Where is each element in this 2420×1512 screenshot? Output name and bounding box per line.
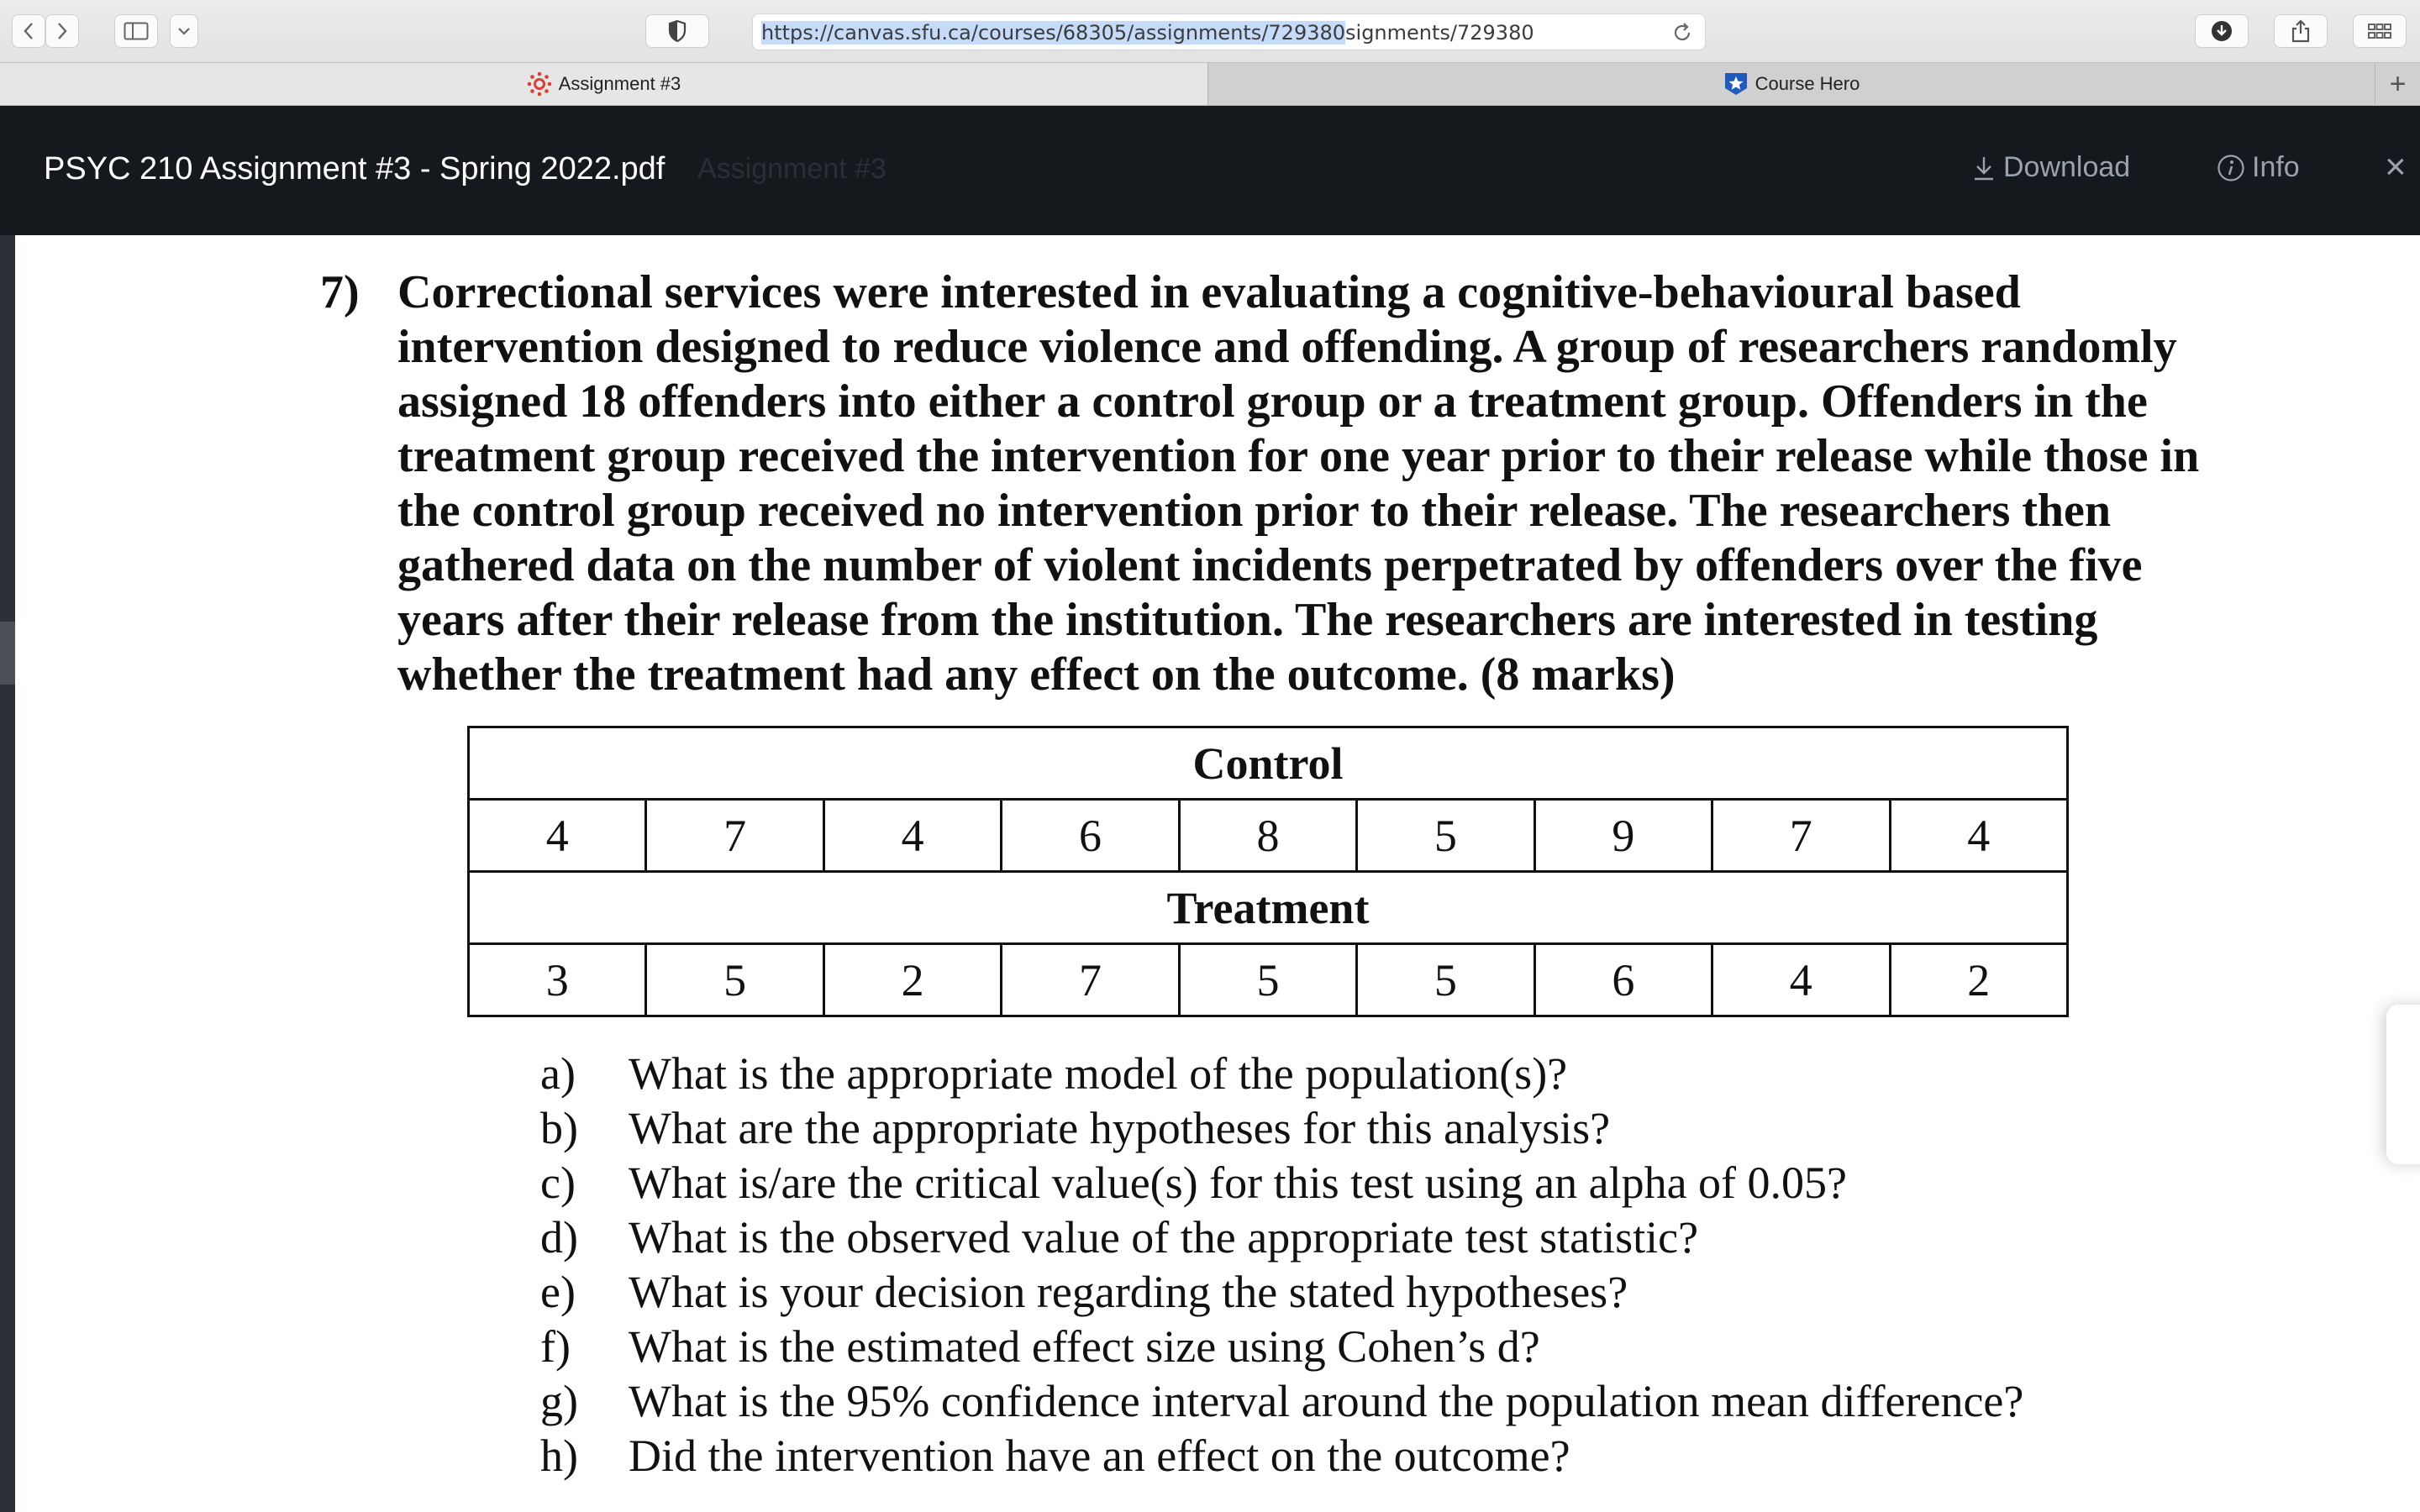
- table-cell: 4: [469, 800, 646, 872]
- table-cell: 4: [823, 800, 1001, 872]
- download-label: Download: [2003, 151, 2131, 183]
- sub-question-text: What are the appropriate hypotheses for this analysis?: [629, 1103, 1611, 1153]
- tab-label: Assignment #3: [558, 73, 681, 94]
- sub-question-letter: e): [540, 1267, 576, 1317]
- floating-side-widget[interactable]: [2386, 1005, 2420, 1164]
- info-label: Info: [2252, 151, 2300, 183]
- reload-icon[interactable]: [1671, 22, 1693, 44]
- data-table: [467, 726, 2069, 1017]
- sub-question-text: Did the intervention have an effect on the outcome?: [629, 1431, 1570, 1481]
- tab-assignment[interactable]: [0, 63, 1208, 105]
- table-cell: 7: [646, 800, 823, 872]
- sidebar-icon: [124, 22, 149, 40]
- sub-question-letter: b): [540, 1103, 578, 1153]
- sidebar-menu-button[interactable]: [170, 14, 198, 48]
- downloads-button[interactable]: [2195, 14, 2249, 48]
- sub-question-letter: a): [540, 1048, 576, 1099]
- url-tail-text: signments/729380: [1345, 21, 1534, 45]
- background-page-title: Assignment #3: [697, 153, 886, 185]
- sub-question: [540, 1374, 2305, 1429]
- tab-bar: [0, 62, 2420, 106]
- table-cell: 6: [1002, 800, 1179, 872]
- chevron-right-icon: [55, 21, 69, 41]
- table-cell: 9: [1534, 800, 1712, 872]
- close-button[interactable]: [2385, 146, 2407, 188]
- table-row: [469, 944, 2068, 1016]
- tab-course-hero[interactable]: [1208, 63, 2375, 105]
- info-icon: [2217, 154, 2245, 182]
- sub-question-text: What is the observed value of the appropriate test statistic?: [629, 1212, 1699, 1263]
- table-cell: 8: [1179, 800, 1356, 872]
- info-button[interactable]: [2217, 151, 2300, 184]
- url-text[interactable]: [761, 21, 1534, 45]
- tab-label: Course Hero: [1754, 73, 1860, 94]
- sub-question: [540, 1101, 2305, 1156]
- sub-question: [540, 1265, 2305, 1320]
- page-thumbnail-rail[interactable]: [0, 235, 15, 1512]
- table-cell: 2: [823, 944, 1001, 1016]
- browser-toolbar: [0, 0, 2420, 62]
- sub-question-text: What is the appropriate model of the population(s)?: [629, 1048, 1568, 1099]
- sub-question: [540, 1320, 2305, 1374]
- download-circle-icon: [2210, 19, 2233, 43]
- table-row: [469, 727, 2068, 800]
- table-cell: 3: [469, 944, 646, 1016]
- close-icon: ×: [2385, 146, 2407, 187]
- address-bar[interactable]: [752, 13, 1706, 50]
- sub-question-letter: g): [540, 1376, 578, 1426]
- privacy-report-button[interactable]: [645, 14, 709, 48]
- sub-question: [540, 1429, 2305, 1483]
- share-icon: [2291, 18, 2311, 44]
- sub-question-letter: d): [540, 1212, 578, 1263]
- plus-icon: +: [2389, 67, 2407, 100]
- shield-icon: [667, 19, 687, 43]
- back-button[interactable]: [12, 14, 45, 48]
- table-cell: 4: [1890, 800, 2068, 872]
- table-cell: 5: [1357, 800, 1534, 872]
- sub-question-letter: h): [540, 1431, 578, 1481]
- chevron-down-icon: [177, 26, 191, 36]
- sub-question-letter: f): [540, 1321, 571, 1372]
- question-number: 7): [320, 266, 360, 318]
- table-cell: 6: [1534, 944, 1712, 1016]
- chevron-left-icon: [22, 21, 35, 41]
- table-cell: 5: [1179, 944, 1356, 1016]
- sub-question-text: What is the 95% confidence interval around the population mean difference?: [629, 1376, 2024, 1426]
- pdf-page: [15, 235, 2420, 1512]
- course-hero-logo-icon: [1723, 71, 1749, 97]
- table-row: [469, 872, 2068, 944]
- question-text: Correctional services were interested in evaluating a cognitive-behavioural based intervention designed to reduce violence and offending. A group of researchers randomly assigned 18 offenders into either a control group or a treatment group. Offenders in the treatment group received the intervention for one year prior to their release while those in the control group received no intervention prior to their release. The researchers then gathered data on the number of violent incidents perpetrated by offenders over the five years after their release from the institution. The researchers are interested in testing whether the treatment had any effect on the outcome. (8 marks): [397, 266, 2200, 701]
- table-cell: 7: [1002, 944, 1179, 1016]
- download-button[interactable]: [1971, 151, 2130, 184]
- sub-question: [540, 1156, 2305, 1210]
- sidebar-toggle-button[interactable]: [114, 14, 158, 48]
- table-cell: 5: [1357, 944, 1534, 1016]
- sub-question-text: What is/are the critical value(s) for this test using an alpha of 0.05?: [629, 1158, 1848, 1208]
- table-cell: 7: [1712, 800, 1890, 872]
- file-title: PSYC 210 Assignment #3 - Spring 2022.pdf: [44, 151, 666, 186]
- share-button[interactable]: [2274, 14, 2328, 48]
- file-preview-header: [0, 106, 2420, 235]
- sub-question: [540, 1210, 2305, 1265]
- new-tab-button[interactable]: [2375, 63, 2420, 105]
- table-cell: 2: [1890, 944, 2068, 1016]
- scroll-marker[interactable]: [0, 622, 15, 685]
- tab-overview-button[interactable]: [2353, 14, 2407, 48]
- sub-question: [540, 1047, 2305, 1101]
- canvas-logo-icon: [527, 71, 552, 97]
- control-header: Control: [469, 727, 2068, 800]
- tab-overview-icon: [2367, 23, 2392, 39]
- sub-question-letter: c): [540, 1158, 576, 1208]
- forward-button[interactable]: [45, 14, 79, 48]
- table-cell: 5: [646, 944, 823, 1016]
- sub-question-text: What is the estimated effect size using Cohen’s d?: [629, 1321, 1540, 1372]
- table-cell: 4: [1712, 944, 1890, 1016]
- sub-question-list: [540, 1047, 2305, 1483]
- url-selected-text: https://canvas.sfu.ca/courses/68305/assignments/729380: [761, 21, 1346, 45]
- sub-question-text: What is your decision regarding the stated hypotheses?: [629, 1267, 1628, 1317]
- download-icon: [1971, 155, 1996, 181]
- table-row: [469, 800, 2068, 872]
- treatment-header: Treatment: [469, 872, 2068, 944]
